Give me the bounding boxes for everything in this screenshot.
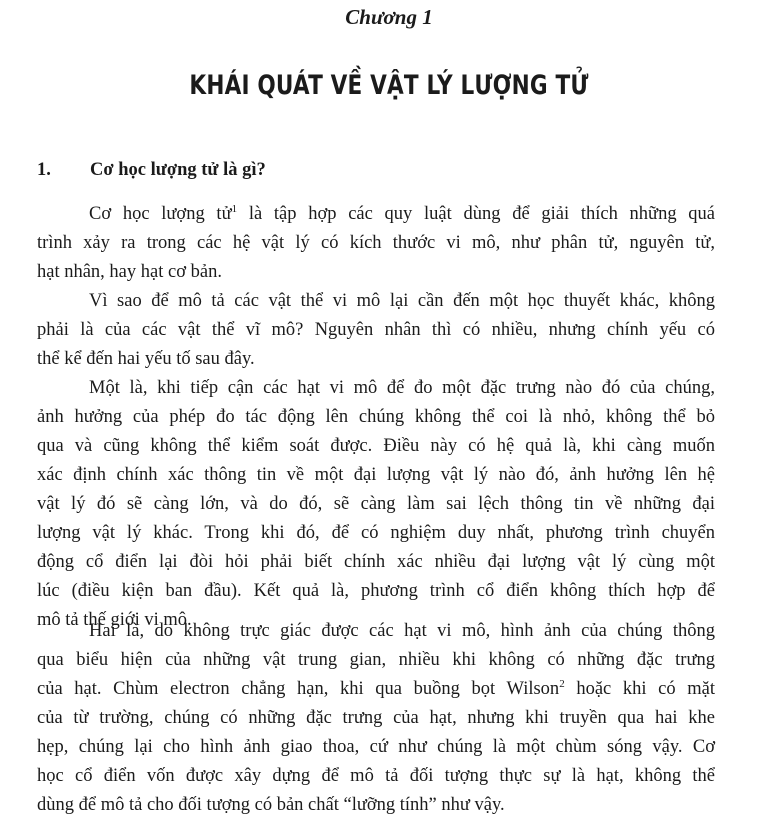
paragraph-line: xác định chính xác thông tin về một đại lượng vật lý nào đó, ảnh hưởng lên hệ xyxy=(37,465,715,485)
paragraph-line xyxy=(37,675,715,704)
paragraph-line: lượng vật lý khác. Trong khi đó, để có nghiệm duy nhất, phương trình chuyển xyxy=(37,523,715,543)
paragraph-line: hạt nhân, hay hạt cơ bản. xyxy=(37,262,222,282)
paragraph-line xyxy=(37,200,715,229)
paragraph-line: Hai là, do không trực giác được các hạt vi mô, hình ảnh của chúng thông xyxy=(89,621,715,641)
paragraph-line: của từ trường, chúng có những đặc trưng của hạt, nhưng khi truyền qua hai khe xyxy=(37,708,715,728)
paragraph-line: qua biểu hiện của những vật trung gian, nhiều khi không có những đặc trưng xyxy=(37,650,715,670)
paragraph-1 xyxy=(37,200,715,287)
footnote-marker: 1 xyxy=(231,203,238,215)
paragraph-line: hẹp, chúng lại cho hình ảnh giao thoa, cứ như chúng là một chùm sóng vậy. Cơ xyxy=(37,737,715,757)
paragraph-2 xyxy=(37,287,715,374)
paragraph-line: ảnh hưởng của phép đo tác động lên chúng không thể coi là nhỏ, không thể bỏ xyxy=(37,407,715,427)
paragraph-line: Vì sao để mô tả các vật thể vi mô lại cần đến một học thuyết khác, không xyxy=(89,291,715,311)
paragraph-line: qua và cũng không thể kiểm soát được. Điều này có hệ quả là, khi càng muốn xyxy=(37,436,715,456)
chapter-label: Chương 1 xyxy=(345,5,433,29)
text-run: hoặc khi có mặt xyxy=(564,679,715,699)
paragraph-3 xyxy=(37,374,715,635)
chapter-title: KHÁI QUÁT VỀ VẬT LÝ LƯỢNG TỬ xyxy=(189,70,589,101)
text-run: của hạt. Chùm electron chẳng hạn, khi qua buồng bọt Wilson xyxy=(37,679,560,699)
text-run: Cơ học lượng tử xyxy=(89,204,232,224)
section-number: 1. xyxy=(37,160,51,180)
section-title: Cơ học lượng tử là gì? xyxy=(90,160,266,180)
paragraph-line: trình xảy ra trong các hệ vật lý có kích thước vi mô, như phân tử, nguyên tử, xyxy=(37,233,715,253)
text-run: là tập hợp các quy luật dùng để giải thích những quá xyxy=(237,204,716,224)
paragraph-line: Một là, khi tiếp cận các hạt vi mô để đo một đặc trưng nào đó của chúng, xyxy=(89,378,715,398)
paragraph-line: động cổ điển lại đòi hỏi phải biết chính xác nhiều đại lượng vật lý cùng một xyxy=(37,552,715,572)
paragraph-line: phải là của các vật thể vĩ mô? Nguyên nhân thì có nhiều, nhưng chính yếu có xyxy=(37,320,715,340)
footnote-marker: 2 xyxy=(559,678,565,690)
paragraph-line: lúc (điều kiện ban đầu). Kết quả là, phương trình cổ điển không thích hợp để xyxy=(37,581,715,601)
paragraph-line: dùng để mô tả cho đối tượng có bản chất “lưỡng tính” như vậy. xyxy=(37,795,505,815)
paragraph-line: mô tả thế giới vi mô. xyxy=(37,610,192,630)
section-heading xyxy=(37,158,266,182)
paragraph-line: thể kể đến hai yếu tố sau đây. xyxy=(37,349,255,369)
paragraph-line: vật lý đó sẽ càng lớn, và do đó, sẽ càng làm sai lệch thông tin về những đại xyxy=(37,494,715,514)
paragraph-4 xyxy=(37,617,715,820)
paragraph-line: học cổ điển vốn được xây dựng để mô tả đối tượng thực sự là hạt, không thể xyxy=(37,766,715,786)
